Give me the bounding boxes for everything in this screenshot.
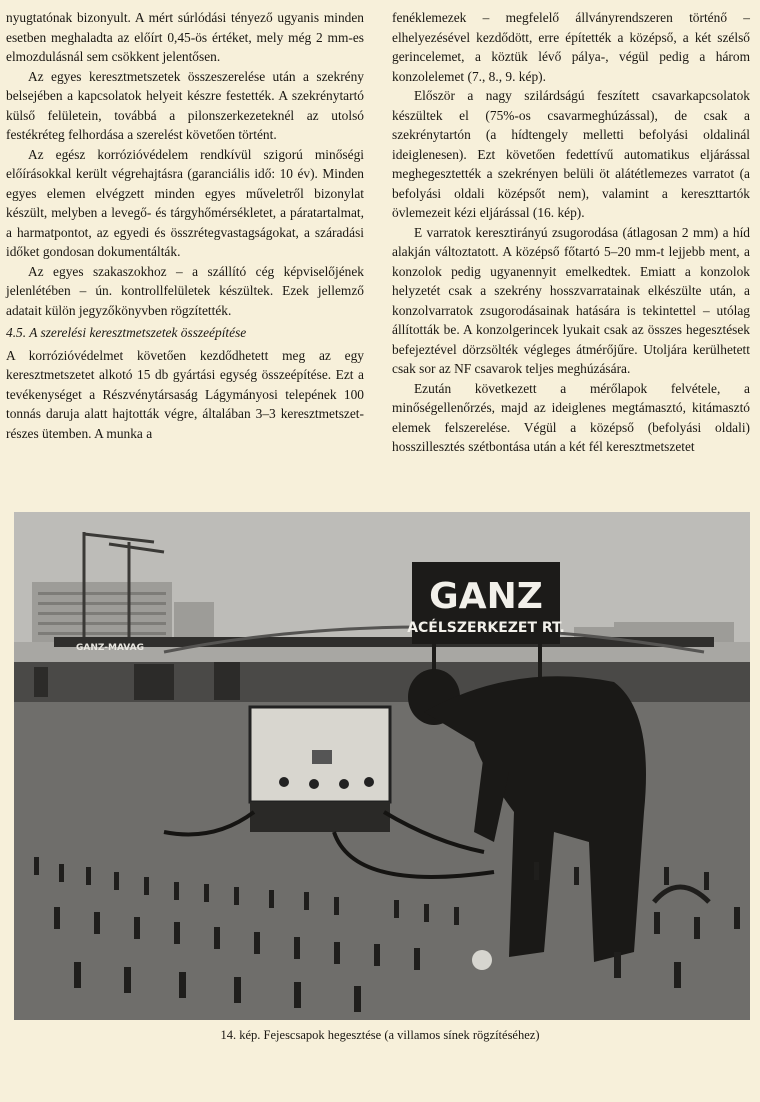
paragraph: Az egész korrózióvédelem rendkívül szigorú minőségi előírásokkal került végrehajtásra (garanciális idő: 10 év). Minden egyes elemen elvégzett minden egyes műveletről bizonylat készült, melyben a levegő- és tárgyhőmérsékletet, a páratartalmat, a harmatpontot, az egyedi és összrétegvastagságokat, a száradási időket gondosan dokumentálták. (6, 146, 364, 259)
photo-caption: 14. kép. Fejescsapok hegesztése (a villamos sínek rögzítéséhez) (220, 1028, 540, 1042)
welding-spark (472, 950, 492, 970)
right-text-column (392, 8, 750, 457)
section-heading: 4.5. A szerelési keresztmetszetek összeépítése (6, 325, 247, 340)
paragraph: E varratok keresztirányú zsugorodása (átlagosan 2 mm) a híd alakján változtatott. A középső főtartó 5–20 mm-t lejjebb ment, a konzolok pedig ugyanennyit emelkedtek. Emiatt a konzolok helyzetét csak a szekrény hosszvarratainak elkészülte után, a konzolvarratok zsugorodásainak hatására is tekintettel – utólag állították be. A konzolgerincek lyukait csak az összes hegesztések befejeztével dörzsölték végleges átmérőjűre. Utoljára kerülhetett csak sor az NF csavarok teljes meghúzására. (392, 224, 750, 376)
sign-subtitle: ACÉLSZERKEZET RT. (407, 620, 565, 636)
photo-illustration (14, 512, 750, 1020)
sign-title: GANZ (429, 576, 543, 617)
paragraph: Az egyes keresztmetszetek összeszerelése után a szekrény belsejében a kapcsolatok helyeit készre festették. A szekrénytartó külső felületein, továbbá a pilonszerkezeteknél az utolsó festékréteg felhordása a szerelést követően történt. (6, 68, 364, 142)
paragraph: A korrózióvédelmet követően kezdődhetett meg az egy keresztmetszetet alkotó 15 db gyártási egység összeépítése. Ezt a tevékenységet a Részvénytársaság Lágymányosi telepének 100 tonnás daruja alatt hajtották végre, általában 3–3 keresztmetszet-részes ütemben. A munka a (6, 347, 364, 441)
bridge-label: GANZ-MAVAG (76, 643, 145, 653)
paragraph: Ezután következett a mérőlapok felvétele, a minőségellenőrzés, majd az ideiglenes megtámasztó, kitámasztó elemek felszerelése. Végül a középső (befolyási oldali) hosszillesztés szétbontása után a két fél keresztmetszetet (392, 380, 750, 454)
paragraph: nyugtatónak bizonyult. A mért súrlódási tényező ugyanis minden esetben meghaladta az előírt 0,45-ös értéket, mely még 2 mm-es elmozdulásnál sem csökkent jelentősen. (6, 10, 364, 64)
paragraph: fenéklemezek – megfelelő állványrendszeren történő – elhelyezésével kezdődött, erre építették a középső, a két szélső gerincelemet, a köztük lévő pálya-, végül pedig a három konzolelemet (7., 8., 9. kép). (392, 10, 750, 84)
left-text-column (6, 8, 364, 443)
paragraph: Először a nagy szilárdságú feszített csavarkapcsolatok készültek el (75%-os csavarmeghúzással), de csak a szekrénytartón (a hídtengely melletti befolyási oldalinál ideiglenesen). Ezt követően fedettívű automatikus eljárással meghegesztették a szekrényen belüli öt alátétlemezes varratot (a befolyási oldali középsőt nem), valamint a kereszttartók övlemezeit kézi eljárással (16. kép). (392, 88, 750, 220)
welding-machine (250, 707, 390, 832)
welding-photo (14, 512, 750, 1020)
paragraph: Az egyes szakaszokhoz – a szállító cég képviselőjének jelenlétében – ún. kontrollfelületek készültek. Ezek jellemző adatait külön jegyzőkönyvben rögzítették. (6, 263, 364, 318)
deck-edge (14, 662, 750, 702)
